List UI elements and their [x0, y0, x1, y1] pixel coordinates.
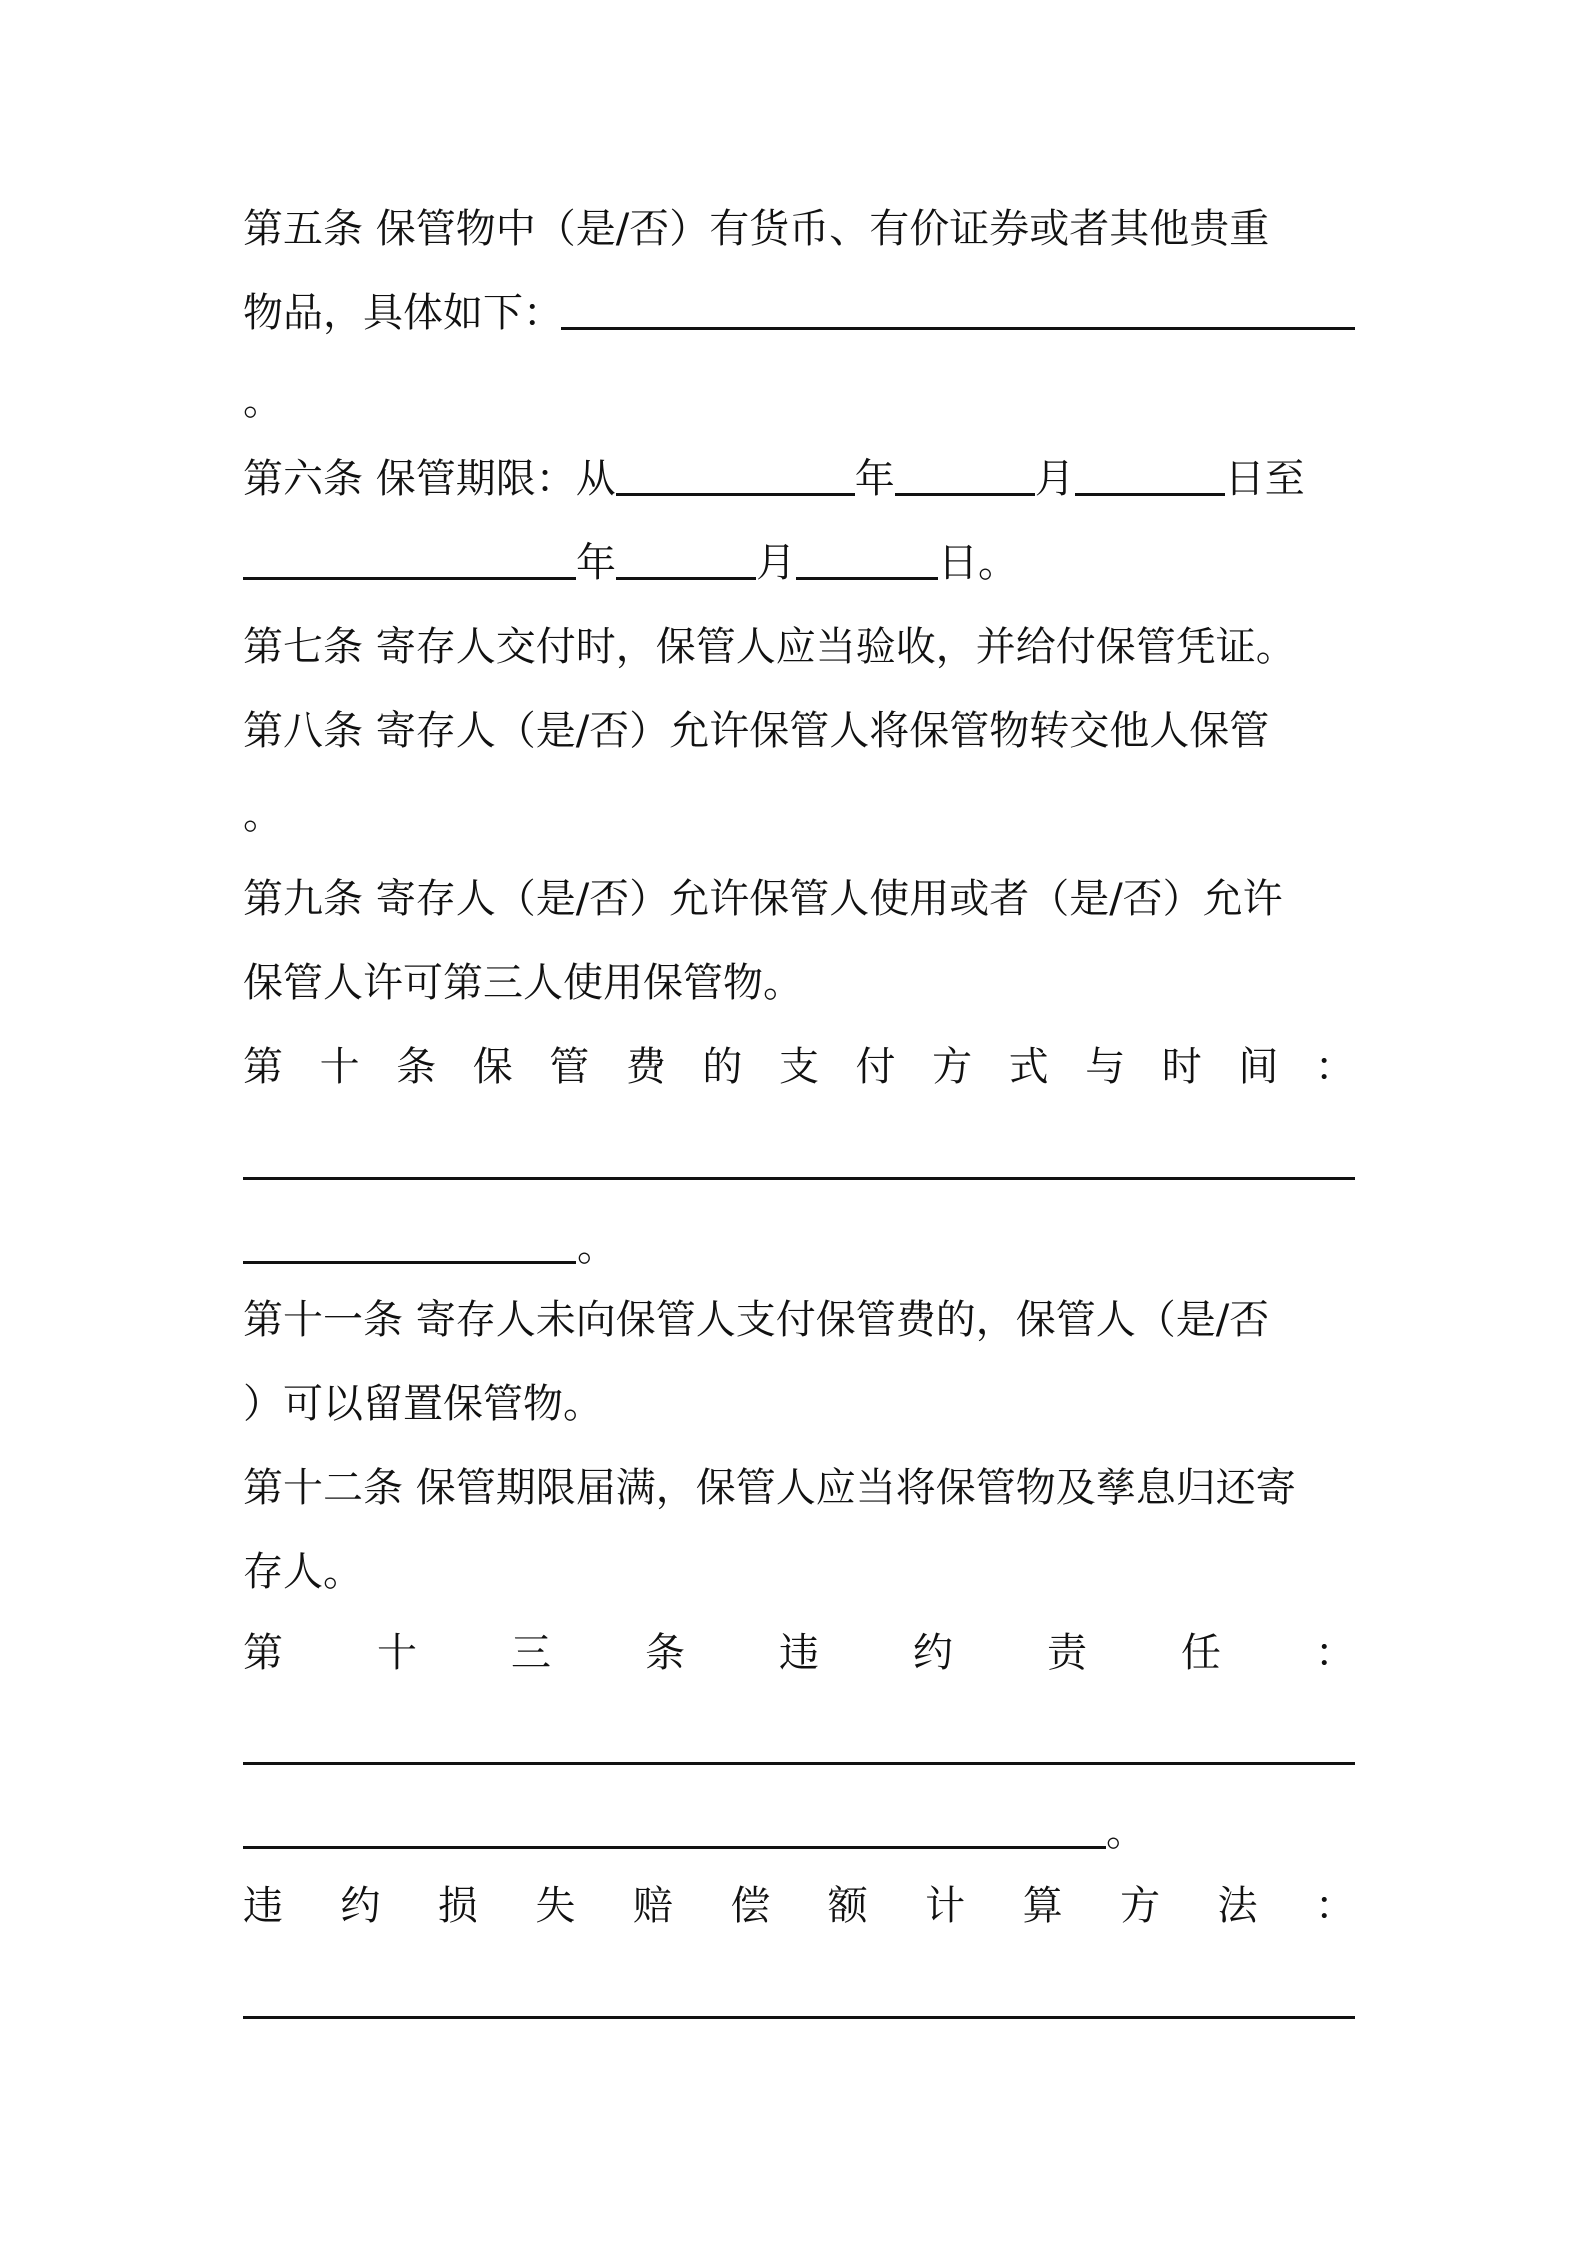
article-13-blank-line-1	[243, 1762, 1355, 1765]
article-10-blank-line-2	[243, 1261, 576, 1264]
article-10-char: 付	[855, 1044, 896, 1090]
article-5-line-2	[243, 283, 1355, 343]
article-6-year-label: 年	[854, 456, 895, 502]
damages-line-1	[243, 1876, 1355, 1936]
article-13-char: 十	[377, 1630, 417, 1676]
damages-char: 计	[925, 1883, 966, 1929]
article-13-char: ：	[1315, 1630, 1355, 1676]
article-6-year2-label: 年	[576, 540, 616, 586]
article-12-line-1: 第十二条 保管期限届满，保管人应当将保管物及孳息归还寄	[243, 1465, 1296, 1511]
article-10-char: 第	[243, 1044, 283, 1090]
damages-char: 损	[437, 1883, 478, 1929]
article-13-line-1	[243, 1623, 1355, 1683]
article-11-line-2: ）可以留置保管物。	[243, 1381, 603, 1427]
article-10-char: 支	[778, 1044, 819, 1090]
article-13-char: 约	[913, 1630, 953, 1676]
article-6-start-day-blank	[1075, 449, 1225, 496]
damages-char: 法	[1217, 1883, 1258, 1929]
article-7-line-1: 第七条 寄存人交付时，保管人应当验收，并给付保管凭证。	[243, 624, 1296, 670]
article-6-day-to-label: 日至	[1224, 456, 1305, 502]
article-10-char: 方	[932, 1044, 973, 1090]
article-10-char: 十	[319, 1044, 360, 1090]
damages-char: 偿	[730, 1883, 771, 1929]
article-6-line-1	[243, 449, 1355, 509]
article-10-char: 的	[702, 1044, 743, 1090]
article-6-start-year-blank	[616, 449, 855, 496]
article-5-items-blank	[561, 327, 1355, 330]
damages-char: 方	[1120, 1883, 1161, 1929]
article-10-char: 管	[549, 1044, 590, 1090]
article-5-items-label: 物品，具体如下：	[243, 290, 563, 336]
article-10-char: 间	[1238, 1044, 1279, 1090]
article-13-char: 违	[779, 1630, 819, 1676]
article-13-char: 第	[243, 1630, 283, 1676]
article-6-month-label: 月	[1034, 456, 1075, 502]
article-5-line-1: 第五条 保管物中（是/否）有货币、有价证券或者其他贵重	[243, 206, 1270, 252]
article-10-end-mark: 。	[577, 1224, 617, 1270]
article-10-char: ：	[1314, 1044, 1355, 1090]
article-8-line-1: 第八条 寄存人（是/否）允许保管人将保管物转交他人保管	[243, 708, 1270, 754]
damages-char: 约	[340, 1883, 381, 1929]
article-6-end-day-blank	[796, 533, 938, 580]
article-10-line-1	[243, 1037, 1355, 1097]
article-13-char: 任	[1181, 1630, 1221, 1676]
article-12-line-2: 存人。	[243, 1549, 363, 1595]
article-6-line-2	[243, 533, 1355, 593]
article-13-char: 条	[645, 1630, 685, 1676]
damages-char: 算	[1022, 1883, 1063, 1929]
article-13-char: 三	[511, 1630, 551, 1676]
damages-char: 额	[827, 1883, 868, 1929]
damages-char: ：	[1314, 1883, 1355, 1929]
article-10-char: 时	[1161, 1044, 1202, 1090]
damages-char: 违	[243, 1883, 283, 1929]
article-9-line-2: 保管人许可第三人使用保管物。	[243, 960, 803, 1006]
article-13-end-mark: 。	[1106, 1809, 1146, 1855]
article-13-blank-line-2	[243, 1846, 1106, 1849]
damages-char: 失	[535, 1883, 576, 1929]
article-9-line-1: 第九条 寄存人（是/否）允许保管人使用或者（是/否）允许	[243, 876, 1283, 922]
article-6-end-year-blank	[243, 533, 576, 580]
article-5-line-3: 。	[243, 378, 283, 424]
damages-char: 赔	[632, 1883, 673, 1929]
article-6-month2-label: 月	[756, 540, 796, 586]
article-10-char: 费	[625, 1044, 666, 1090]
article-6-start-month-blank	[895, 449, 1035, 496]
article-10-char: 与	[1085, 1044, 1126, 1090]
article-13-char: 责	[1047, 1630, 1087, 1676]
article-10-char: 条	[396, 1044, 437, 1090]
article-10-char: 保	[472, 1044, 513, 1090]
article-8-line-2: 。	[243, 792, 283, 838]
article-11-line-1: 第十一条 寄存人未向保管人支付保管费的，保管人（是/否	[243, 1297, 1270, 1343]
article-10-blank-line-1	[243, 1177, 1355, 1180]
article-10-char: 式	[1008, 1044, 1049, 1090]
article-6-end-month-blank	[616, 533, 756, 580]
article-6-day-end-label: 日。	[938, 540, 1018, 586]
damages-blank-line-1	[243, 2016, 1355, 2019]
article-6-prefix: 第六条 保管期限：从	[243, 456, 616, 502]
